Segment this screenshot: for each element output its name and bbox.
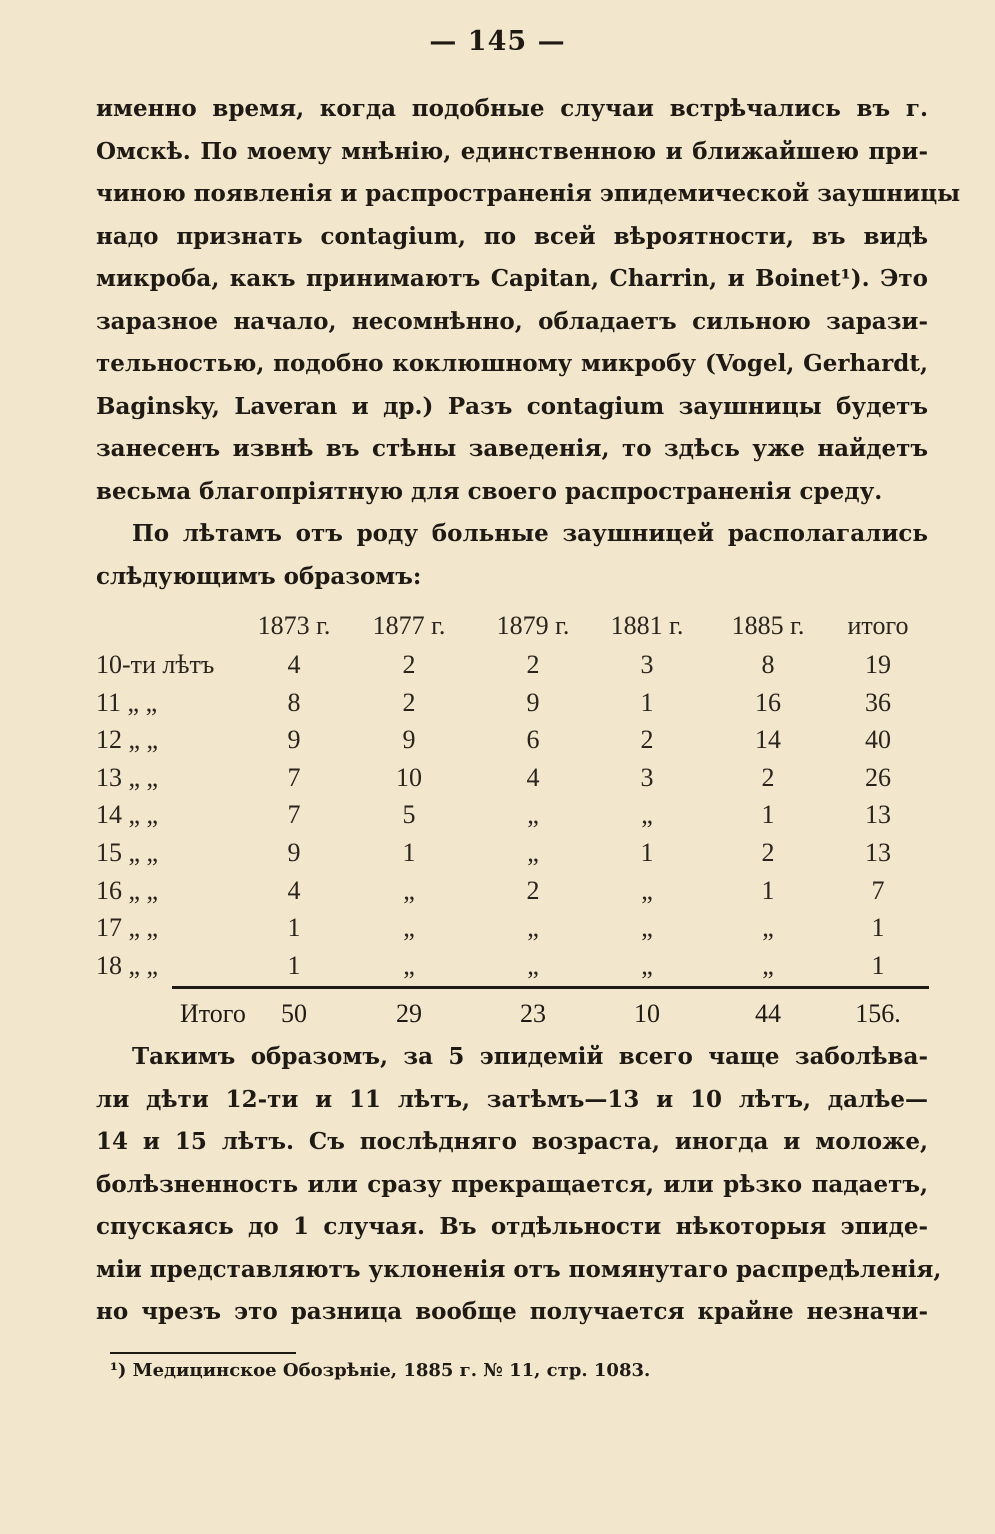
text-line: надо признать contagium, по всей вѣроятности, въ видѣ (96, 222, 928, 250)
value-cell: 3 (640, 762, 654, 792)
column-header: итого (847, 611, 909, 640)
value-cell: 19 (865, 650, 891, 679)
value-cell: „ (527, 950, 539, 980)
age-label-cell: 13 „ „ (96, 762, 159, 792)
value-cell: 7 (871, 875, 885, 905)
text-line: именно время, когда подобные случаи встрѣчались въ г. (96, 95, 928, 122)
text-line: міи представляютъ уклоненія отъ помянутаго распредѣленія, (96, 1255, 942, 1283)
table-row (96, 796, 928, 834)
value-cell: 13 (865, 837, 891, 867)
column-header: 1879 г. (496, 611, 570, 640)
age-label-cell: 15 „ „ (96, 837, 159, 867)
table-row (96, 947, 928, 985)
value-cell: „ (527, 837, 539, 867)
total-cell: 29 (396, 999, 422, 1028)
total-cell: 50 (281, 999, 307, 1028)
column-header: 1877 г. (372, 611, 446, 640)
value-cell: „ (762, 950, 774, 980)
value-cell: 2 (761, 762, 775, 792)
value-cell: 4 (526, 762, 540, 792)
value-cell: 36 (865, 687, 891, 717)
value-cell: 1 (287, 913, 301, 943)
value-cell: „ (762, 913, 774, 943)
value-cell: 9 (287, 725, 301, 755)
value-cell: 6 (526, 725, 540, 755)
value-cell: „ (641, 800, 653, 830)
text-line: По лѣтамъ отъ роду больные заушницей располагались (132, 520, 928, 547)
totals-label: Итого (180, 999, 246, 1028)
footnote: ¹) Медицинское Обозрѣніе, 1885 г. № 11, стр. 1083. (110, 1360, 651, 1381)
value-cell: 4 (287, 650, 301, 679)
text-line: Омскѣ. По моему мнѣнію, единственною и ближайшею при- (96, 137, 928, 165)
text-line: слѣдующимъ образомъ: (96, 562, 422, 590)
value-cell: 8 (761, 650, 775, 679)
text-line: ли дѣти 12-ти и 11 лѣтъ, затѣмъ—13 и 10 лѣтъ, далѣе— (96, 1085, 928, 1113)
table-row (96, 872, 928, 910)
value-cell: 14 (755, 725, 781, 755)
age-label-cell: 10-ти лѣтъ (96, 650, 215, 679)
value-cell: 40 (865, 725, 891, 755)
table-row (96, 684, 928, 722)
footnote-rule (110, 1352, 296, 1354)
table-body (96, 646, 928, 984)
total-cell: 10 (634, 999, 660, 1028)
text-line: болѣзненность или сразу прекращается, или рѣзко падаетъ, (96, 1170, 928, 1198)
value-cell: „ (527, 913, 539, 943)
value-cell: „ (403, 913, 415, 943)
value-cell: 9 (402, 725, 416, 755)
age-label-cell: 14 „ „ (96, 800, 159, 830)
value-cell: 1 (640, 837, 654, 867)
total-cell: 156. (855, 999, 901, 1028)
text-line: Такимъ образомъ, за 5 эпидемій всего чаще заболѣва- (132, 1043, 928, 1070)
text-line: 14 и 15 лѣтъ. Съ послѣдняго возраста, иногда и моложе, (96, 1128, 928, 1155)
value-cell: 7 (287, 800, 301, 830)
age-label-cell: 18 „ „ (96, 950, 159, 980)
value-cell: 4 (287, 875, 301, 905)
text-line: весьма благопріятную для своего распространенія среду. (96, 477, 883, 505)
value-cell: 8 (287, 687, 301, 717)
value-cell: 3 (640, 650, 654, 679)
value-cell: „ (527, 800, 539, 830)
body-text-top (96, 88, 961, 598)
table-row (96, 759, 928, 797)
value-cell: 2 (402, 650, 416, 679)
value-cell: 1 (871, 950, 885, 980)
value-cell: „ (641, 950, 653, 980)
value-cell: 1 (402, 837, 416, 867)
value-cell: 7 (287, 762, 301, 792)
value-cell: 2 (761, 837, 775, 867)
value-cell: 13 (865, 800, 891, 830)
age-distribution-table (96, 606, 928, 984)
value-cell: „ (403, 875, 415, 905)
value-cell: 1 (640, 687, 654, 717)
value-cell: 2 (640, 725, 654, 755)
age-label-cell: 11 „ „ (96, 687, 158, 717)
age-label-cell: 16 „ „ (96, 875, 159, 905)
value-cell: 2 (526, 650, 540, 679)
value-cell: 9 (526, 687, 540, 717)
total-cell: 23 (520, 999, 546, 1028)
value-cell: „ (641, 875, 653, 905)
table-total-rule (172, 986, 929, 989)
total-cell: 44 (755, 999, 781, 1028)
value-cell: 10 (396, 762, 422, 792)
value-cell: 5 (402, 800, 416, 830)
table-row (96, 909, 928, 947)
text-line: Baginsky, Laveran и др.) Разъ contagium заушницы будетъ (96, 392, 928, 420)
table-header-row (96, 606, 928, 646)
page-number: — 145 — (429, 26, 566, 57)
value-cell: 26 (865, 762, 891, 792)
column-header: 1885 г. (731, 611, 805, 640)
table-row (96, 646, 928, 684)
text-line: тельностью, подобно коклюшному микробу (Vogel, Gerhardt, (96, 350, 928, 377)
text-line: занесенъ извнѣ въ стѣны заведенія, то здѣсь уже найдетъ (96, 435, 928, 462)
text-line: заразное начало, несомнѣнно, обладаетъ сильною зарази- (96, 307, 928, 335)
value-cell: 2 (526, 875, 540, 905)
column-header: 1873 г. (257, 611, 331, 640)
text-line: спускаясь до 1 случая. Въ отдѣльности нѣкоторыя эпиде- (96, 1213, 928, 1240)
text-line: чиною появленія и распространенія эпидемической заушницы (96, 180, 961, 207)
value-cell: 1 (761, 800, 775, 830)
column-header: 1881 г. (610, 611, 684, 640)
text-line: микроба, какъ принимаютъ Capitan, Charrin, и Boinet¹). Это (96, 265, 928, 292)
value-cell: „ (641, 913, 653, 943)
table-row (96, 834, 928, 872)
text-line: но чрезъ это разница вообще получается крайне незначи- (96, 1298, 928, 1325)
table-row (96, 721, 928, 759)
value-cell: 1 (871, 913, 885, 943)
age-label-cell: 12 „ „ (96, 725, 159, 755)
body-text-bottom (96, 1036, 942, 1334)
value-cell: 2 (402, 687, 416, 717)
value-cell: „ (403, 950, 415, 980)
value-cell: 9 (287, 837, 301, 867)
value-cell: 1 (761, 875, 775, 905)
value-cell: 1 (287, 950, 301, 980)
table-totals-row (96, 994, 928, 1034)
value-cell: 16 (755, 687, 781, 717)
age-label-cell: 17 „ „ (96, 913, 159, 943)
